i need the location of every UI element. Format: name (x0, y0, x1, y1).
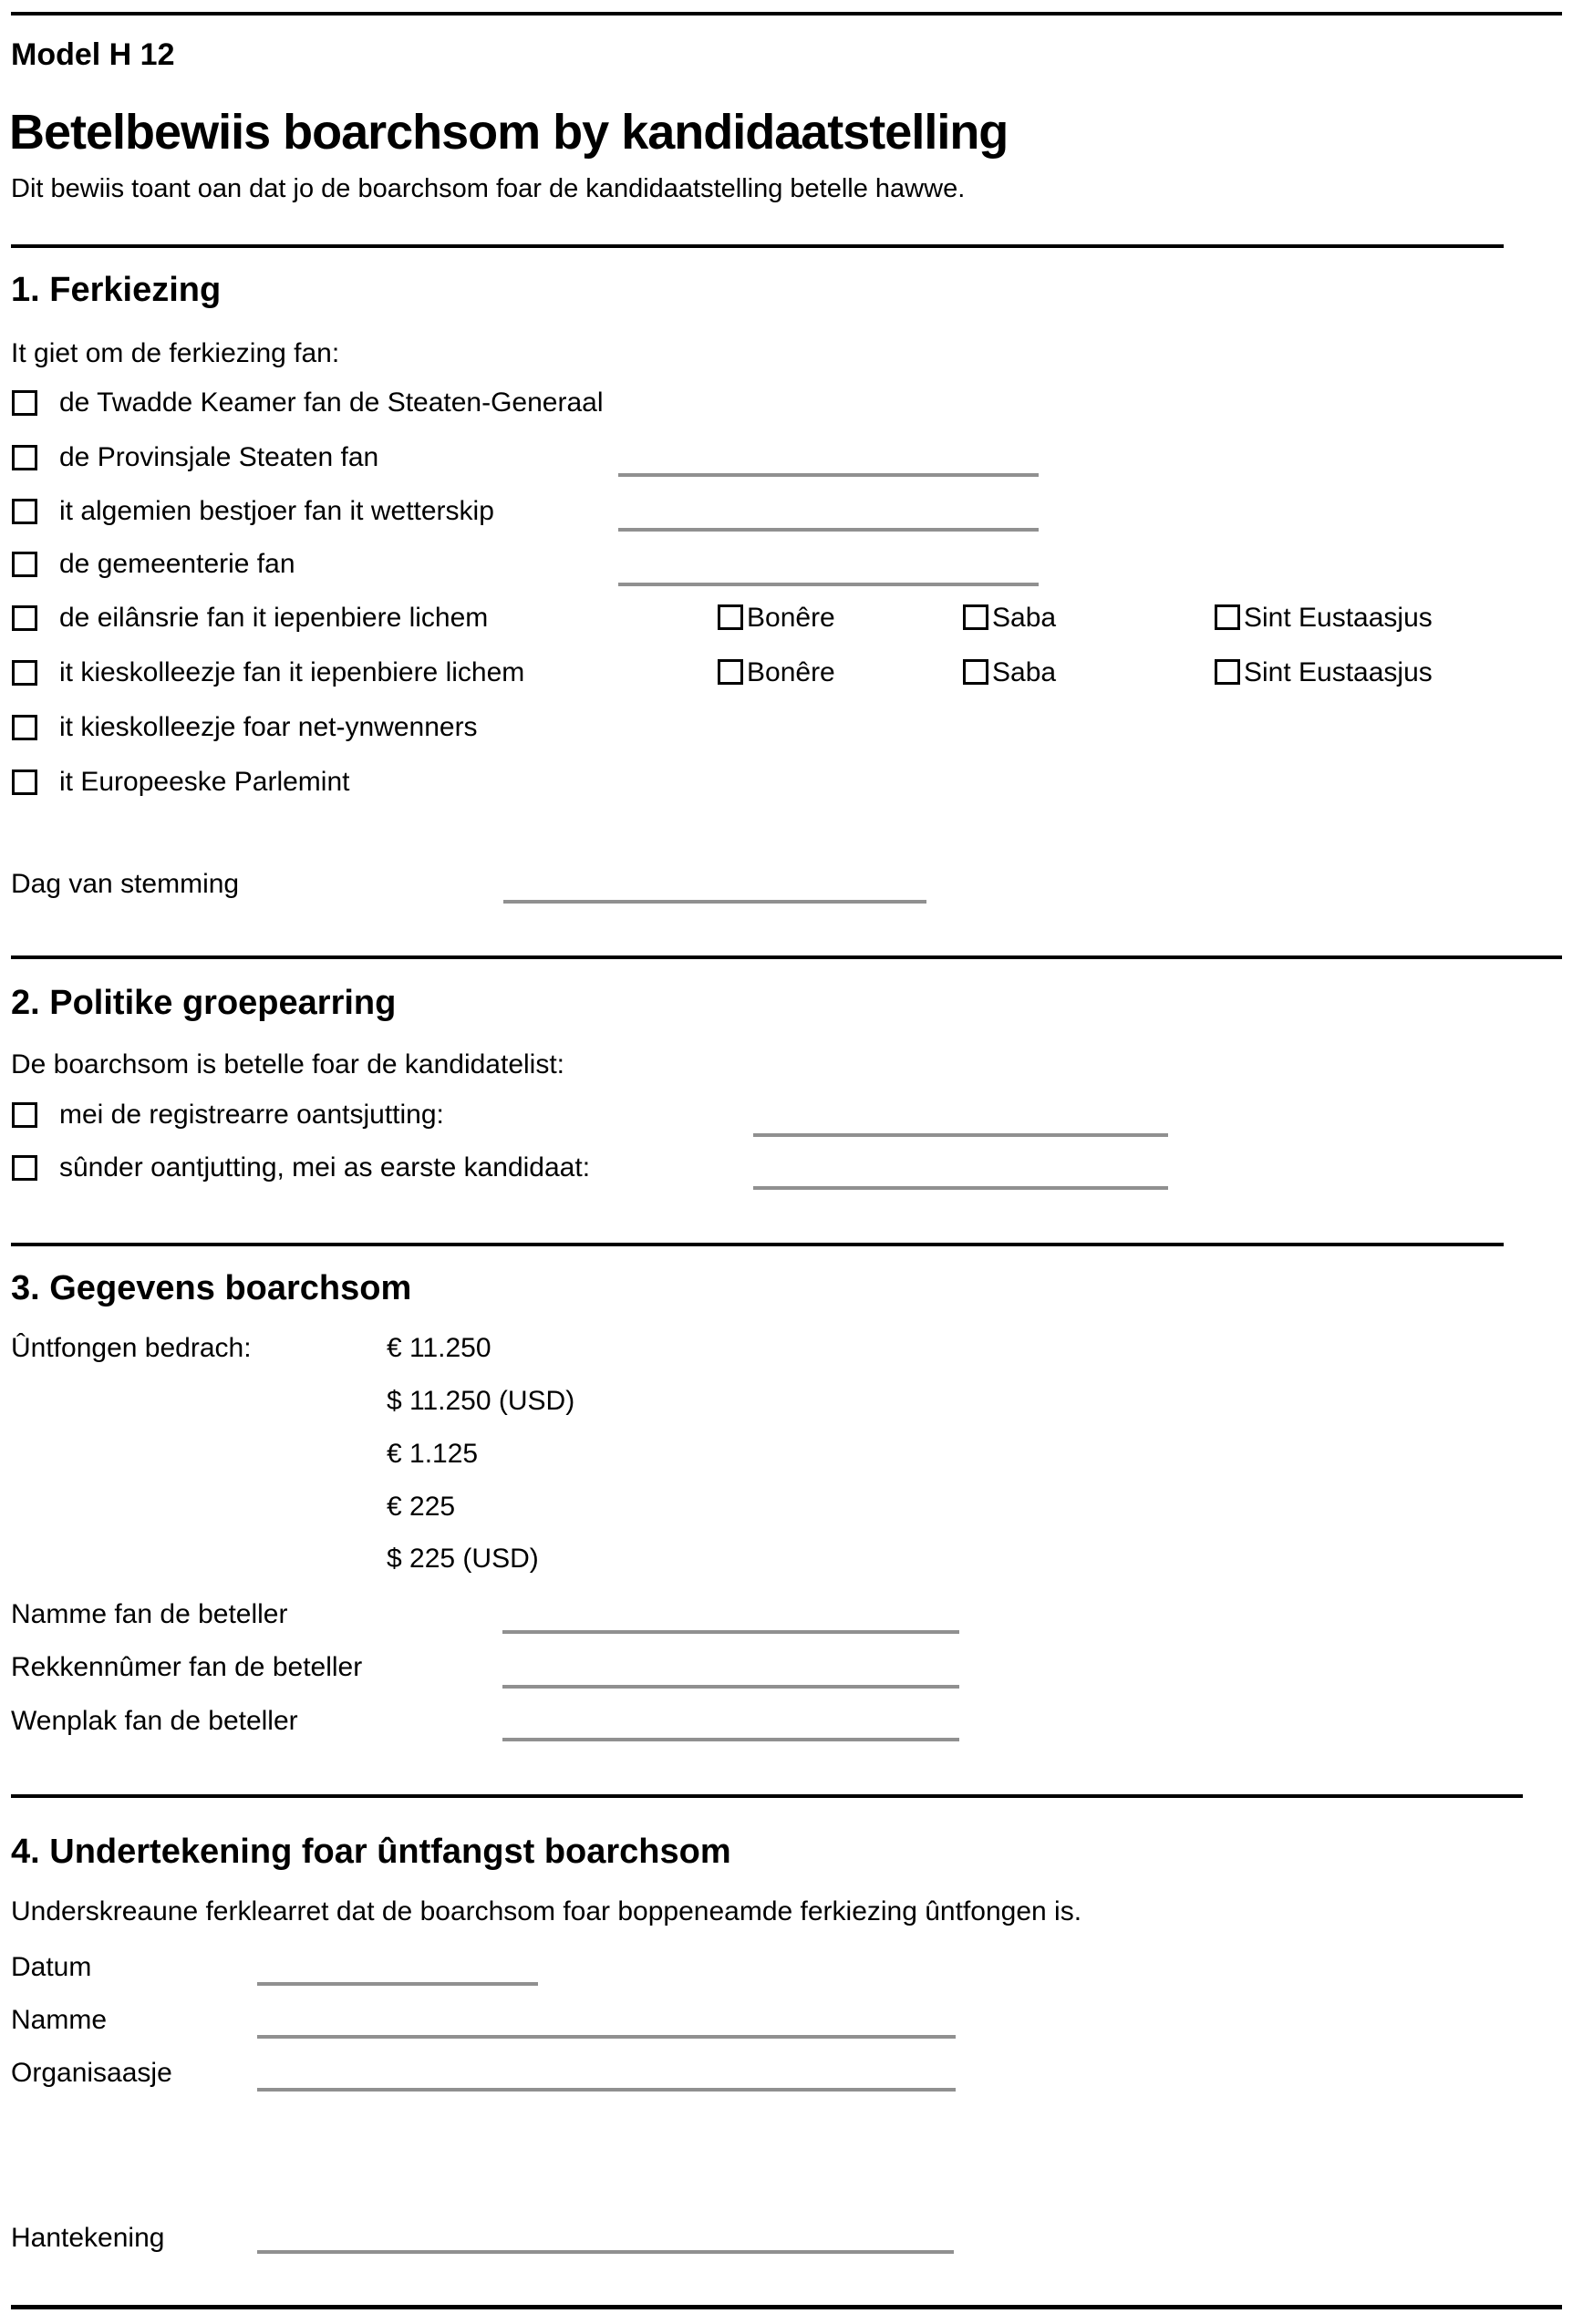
island-label-sint-eustaasjus-2: Sint Eustaasjus (1244, 657, 1433, 687)
section1-heading: 1. Ferkiezing (11, 271, 222, 309)
section-divider-1 (11, 244, 1504, 248)
checkbox-wetterskip[interactable] (12, 499, 37, 524)
amount-value-3: € 1.125 (387, 1439, 479, 1469)
page-subtitle: Dit bewiis toant oan dat jo de boarchsom foar de kandidaatstelling betelle hawwe. (11, 174, 966, 203)
checkbox-provinsjale-steaten[interactable] (12, 445, 37, 470)
model-number: Model H 12 (11, 37, 175, 72)
signature-label: Hantekening (11, 2223, 165, 2253)
checkbox-registrearre-oantsjutting[interactable] (12, 1102, 37, 1128)
section-divider-2 (11, 955, 1562, 959)
checkbox-eilansrie-saba[interactable] (963, 604, 988, 630)
section4-heading: 4. Undertekening foar ûntfangst boarchsom (11, 1833, 731, 1871)
voting-day-input-line[interactable] (503, 900, 926, 904)
island-label-saba: Saba (992, 603, 1057, 633)
amount-value-5: $ 225 (USD) (387, 1544, 539, 1574)
checkbox-kieskolleezje-saba[interactable] (963, 659, 988, 685)
amount-value-2: $ 11.250 (USD) (387, 1386, 575, 1416)
checkbox-twadde-keamer[interactable] (12, 390, 37, 416)
date-input-line[interactable] (257, 1982, 538, 1986)
payer-residence-input-line[interactable] (502, 1738, 959, 1741)
signature-input-line[interactable] (257, 2250, 954, 2254)
section4-intro: Underskreaune ferklearret dat de boarchsom foar boppeneamde ferkiezing ûntfongen is. (11, 1896, 1082, 1926)
amount-value-4: € 225 (387, 1492, 456, 1522)
name-label: Namme (11, 2005, 108, 2035)
name-input-line[interactable] (257, 2035, 956, 2039)
organisation-input-line[interactable] (257, 2088, 956, 2092)
date-label: Datum (11, 1952, 92, 1982)
section-divider-4 (11, 1794, 1523, 1798)
checkbox-gemeenterie[interactable] (12, 552, 37, 577)
amount-value-1: € 11.250 (387, 1333, 491, 1363)
island-label-saba-2: Saba (992, 657, 1057, 687)
input-line-wetterskip[interactable] (618, 528, 1039, 532)
page-title: Betelbewiis boarchsom by kandidaatstelling (9, 105, 1009, 160)
option-label-europeeske-parlemint: it Europeeske Parlemint (59, 767, 350, 797)
checkbox-kieskolleezje-bonere[interactable] (718, 659, 743, 685)
option-label-registrearre-oantsjutting: mei de registrearre oantsjutting: (59, 1100, 444, 1130)
checkbox-kieskolleezje-sint-eustaasjus[interactable] (1215, 659, 1240, 685)
section3-heading: 3. Gegevens boarchsom (11, 1269, 412, 1307)
option-label-kieskolleezje-net-ynwenners: it kieskolleezje foar net-ynwenners (59, 712, 478, 742)
checkbox-kieskolleezje-lichem[interactable] (12, 660, 37, 686)
voting-day-label: Dag van stemming (11, 869, 240, 899)
option-label-gemeenterie: de gemeenterie fan (59, 549, 295, 579)
checkbox-eilansrie-sint-eustaasjus[interactable] (1215, 604, 1240, 630)
payer-name-label: Namme fan de beteller (11, 1599, 288, 1629)
checkbox-sunder-oantjutting[interactable] (12, 1155, 37, 1181)
section-divider-3 (11, 1243, 1504, 1246)
organisation-label: Organisaasje (11, 2058, 172, 2088)
input-line-provinsjale-steaten[interactable] (618, 473, 1039, 477)
section2-heading: 2. Politike groepearring (11, 984, 397, 1022)
payer-account-input-line[interactable] (502, 1685, 959, 1689)
checkbox-eilansrie-bonere[interactable] (718, 604, 743, 630)
top-border-rule (11, 12, 1562, 15)
option-label-provinsjale-steaten: de Provinsjale Steaten fan (59, 442, 379, 472)
input-line-gemeenterie[interactable] (618, 583, 1039, 586)
input-line-registrearre-oantsjutting[interactable] (753, 1133, 1168, 1137)
payer-name-input-line[interactable] (502, 1630, 959, 1634)
option-label-wetterskip: it algemien bestjoer fan it wetterskip (59, 496, 494, 526)
option-label-sunder-oantjutting: sûnder oantjutting, mei as earste kandidaat: (59, 1152, 591, 1183)
checkbox-eilansrie[interactable] (12, 605, 37, 631)
payer-residence-label: Wenplak fan de beteller (11, 1706, 298, 1736)
payer-account-label: Rekkennûmer fan de beteller (11, 1652, 363, 1682)
bottom-border-rule (11, 2305, 1562, 2309)
section1-intro: It giet om de ferkiezing fan: (11, 338, 340, 368)
checkbox-europeeske-parlemint[interactable] (12, 770, 37, 795)
option-label-twadde-keamer: de Twadde Keamer fan de Steaten-Generaal (59, 387, 604, 418)
option-label-eilansrie: de eilânsrie fan it iepenbiere lichem (59, 603, 489, 633)
checkbox-kieskolleezje-net-ynwenners[interactable] (12, 715, 37, 740)
input-line-sunder-oantjutting[interactable] (753, 1186, 1168, 1190)
island-label-bonere: Bonêre (747, 603, 835, 633)
island-label-bonere-2: Bonêre (747, 657, 835, 687)
received-amount-label: Ûntfongen bedrach: (11, 1333, 252, 1363)
section2-intro: De boarchsom is betelle foar de kandidatelist: (11, 1049, 565, 1079)
option-label-kieskolleezje-lichem: it kieskolleezje fan it iepenbiere lichem (59, 657, 525, 687)
island-label-sint-eustaasjus: Sint Eustaasjus (1244, 603, 1433, 633)
